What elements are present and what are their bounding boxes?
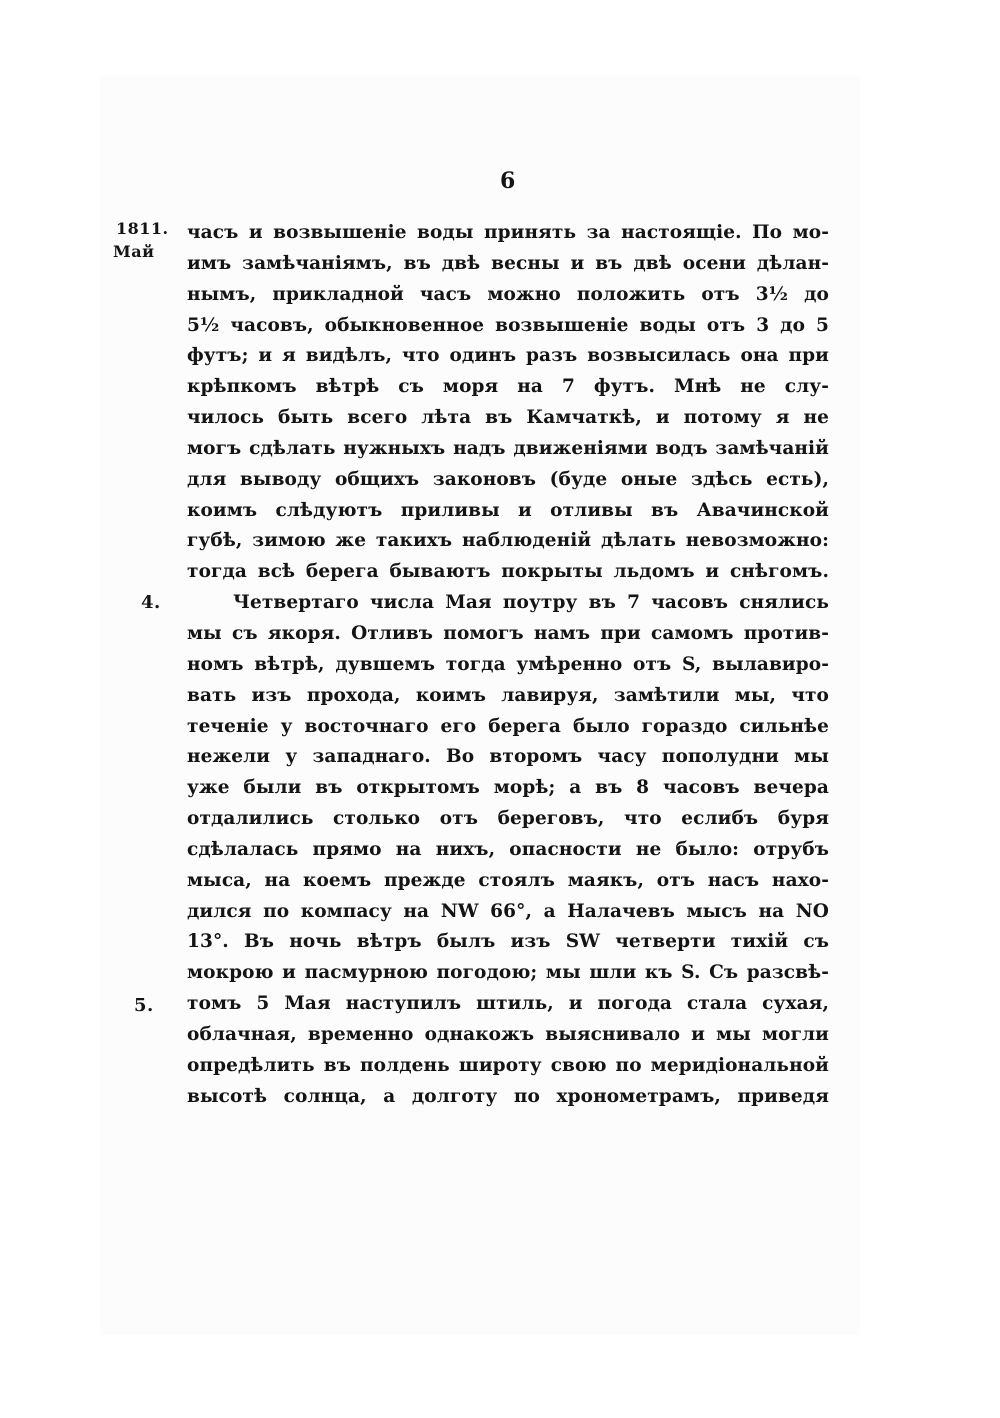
text-line: имъ замѣчаніямъ, въ двѣ весны и въ двѣ осени дѣлан- bbox=[187, 252, 829, 274]
page-number: 6 bbox=[500, 168, 516, 194]
text-line: губѣ, зимою же такихъ наблюденій дѣлать невозможно: bbox=[187, 530, 829, 552]
margin-month: Май bbox=[113, 242, 155, 261]
text-line: чилось быть всего лѣта въ Камчаткѣ, и потому я не bbox=[187, 407, 829, 429]
text-line: облачная, временно однакожъ выяснивало и мы могли bbox=[187, 1023, 829, 1045]
text-line: могъ сдѣлать нужныхъ надъ движеніями водъ замѣчаній bbox=[187, 437, 829, 459]
text-line: мыса, на коемъ прежде стоялъ маякъ, отъ насъ нахо- bbox=[187, 869, 829, 891]
text-line: крѣпкомъ вѣтрѣ съ моря на 7 футъ. Мнѣ не слу- bbox=[187, 376, 829, 398]
text-line: теченіе у восточнаго его берега было гораздо сильнѣе bbox=[187, 715, 829, 737]
text-line: вать изъ прохода, коимъ лавируя, замѣтили мы, что bbox=[187, 684, 829, 706]
text-line: опредѣлить въ полдень широту свою по меридіональной bbox=[187, 1054, 829, 1076]
text-line: тогда всѣ берега бываютъ покрыты льдомъ и снѣгомъ. bbox=[187, 561, 829, 583]
text-line: сдѣлалась прямо на нихъ, опасности не было: отрубъ bbox=[187, 838, 829, 860]
text-line: коимъ слѣдуютъ приливы и отливы въ Авачинской bbox=[187, 499, 829, 521]
text-line: дился по компасу на NW 66°, а Налачевъ мысъ на NO bbox=[187, 900, 829, 922]
text-line: томъ 5 Мая наступилъ штиль, и погода стала сухая, bbox=[187, 993, 829, 1015]
text-line: для выводу общихъ законовъ (буде оные здѣсь есть), bbox=[187, 468, 829, 490]
text-line: нымъ, прикладной часъ можно положить отъ 3½ до bbox=[187, 283, 829, 305]
text-line: Четвертаго числа Мая поутру въ 7 часовъ снялись bbox=[233, 592, 829, 614]
text-line: отдалились столько отъ береговъ, что еслибъ буря bbox=[187, 808, 829, 830]
margin-day-5: 5. bbox=[134, 995, 154, 1016]
body-text bbox=[187, 218, 829, 1112]
text-line: нежели у западнаго. Во второмъ часу пополудни мы bbox=[187, 746, 829, 768]
margin-year: 1811. bbox=[116, 219, 169, 238]
text-line: высотѣ солнца, а долготу по хронометрамъ, приведя bbox=[187, 1085, 829, 1107]
margin-day-4: 4. bbox=[141, 592, 161, 613]
text-line: 5½ часовъ, обыкновенное возвышеніе воды отъ 3 до 5 bbox=[187, 314, 829, 336]
text-line: номъ вѣтрѣ, дувшемъ тогда умѣренно отъ S, вылавиро- bbox=[187, 653, 829, 675]
text-line: часъ и возвышеніе воды принять за настоящіе. По мо- bbox=[187, 222, 829, 243]
text-line: уже были въ открытомъ морѣ; а въ 8 часовъ вечера bbox=[187, 777, 829, 799]
text-line: мы съ якоря. Отливъ помогъ намъ при самомъ против- bbox=[187, 622, 829, 644]
text-line: мокрою и пасмурною погодою; мы шли къ S. Съ разсвѣ- bbox=[187, 962, 829, 984]
text-line: футъ; и я видѣлъ, что одинъ разъ возвысилась она при bbox=[187, 345, 829, 367]
text-line: 13°. Въ ночь вѣтръ былъ изъ SW четверти тихій съ bbox=[187, 931, 829, 953]
